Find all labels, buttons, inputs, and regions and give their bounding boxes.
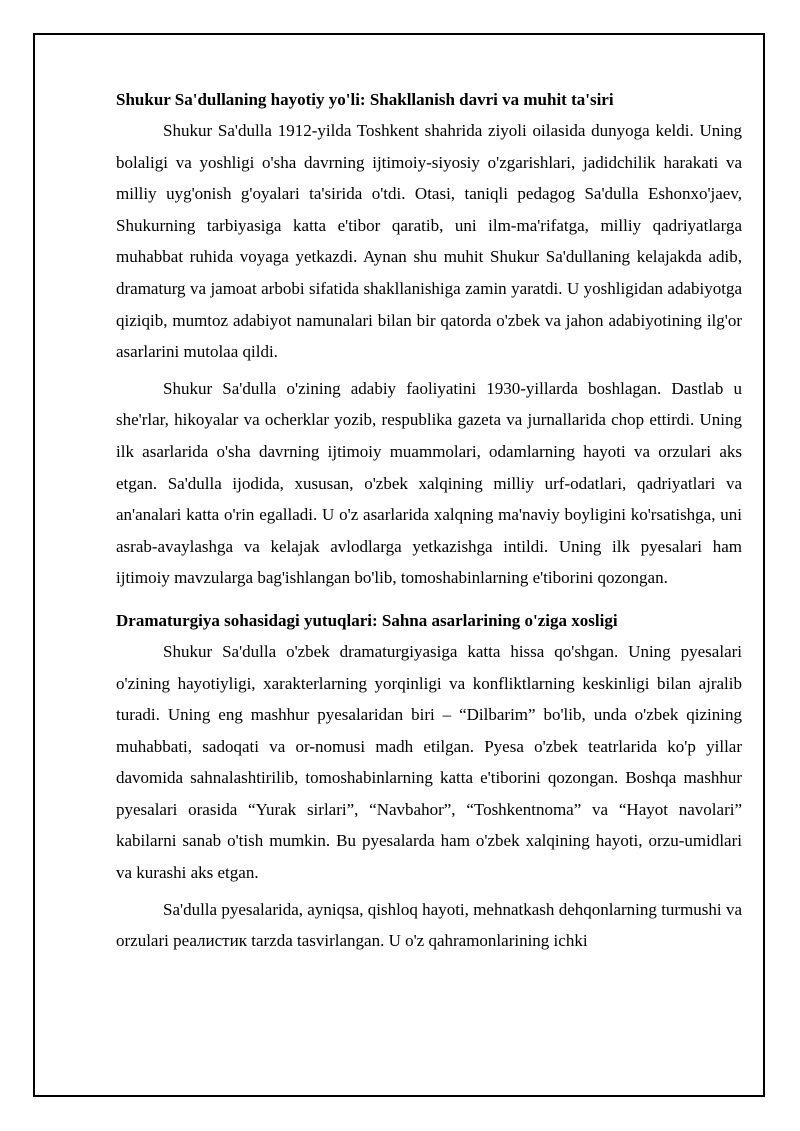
paragraph-village-life: Sa'dulla pyesalarida, ayniqsa, qishloq hayoti, mehnatkash dehqonlarning turmushi va orzulari реалистик tarzda tasvirlangan. U o'z qahramonlarining ichki bbox=[116, 899, 742, 951]
document-body bbox=[116, 85, 742, 957]
paragraph-early-life: Shukur Sa'dulla 1912-yilda Toshkent shahrida ziyoli oilasida dunyoga keldi. Uning bolaligi va yoshligi o'sha davrning ijtimoiy-siyosiy o'zgarishlari, jadidchilik harakati va milliy uyg'onish g'oyalari ta'sirida o'tdi. Otasi, taniqli pedagog Sa'dulla Eshonxo'jaev, Shukurning tarbiyasiga katta e'tibor qaratib, uni ilm-ma'rifatga, milliy qadriyatlarga muhabbat ruhida voyaga yetkazdi. Aynan shu muhit Shukur Sa'dullaning kelajakda adib, dramaturg va jamoat arbobi sifatida shakllanishiga zamin yaratdi. U yoshligidan adabiyotga qiziqib, mumtoz adabiyot namunalari bilan bir qatorda o'zbek va jahon adabiyotining ilg'or asarlarini mutolaa qildi. bbox=[116, 121, 742, 362]
paragraph-literary-career: Shukur Sa'dulla o'zining adabiy faoliyatini 1930-yillarda boshlagan. Dastlab u she'rlar, hikoyalar va ocherklar yozib, respublika gazeta va jurnallarida chop ettirdi. Uning ilk asarlarida o'sha davrning ijtimoiy muammolari, odamlarning hayoti va orzulari aks etgan. Sa'dulla ijodida, xususan, o'zbek xalqining milliy urf-odatlari, qadriyatlari va an'analari katta o'rin egalladi. U o'z asarlarida xalqning ma'naviy boyligini ko'rsatishga, uni asrab-avaylashga va kelajak avlodlarga yetkazishga intildi. Uning ilk pyesalari ham ijtimoiy mavzularga bag'ishlangan bo'lib, tomoshabinlarning e'tiborini qozongan. bbox=[116, 378, 742, 588]
paragraph-plays: Shukur Sa'dulla o'zbek dramaturgiyasiga katta hissa qo'shgan. Uning pyesalari o'zining hayotiyligi, xarakterlarning yorqinligi va konfliktlarning keskinligi bilan ajralib turadi. Uning eng mashhur pyesalaridan biri – “Dilbarim” bo'lib, unda o'zbek qizining muhabbati, sadoqati va or-nomusi madh etilgan. Pyesa o'zbek teatrlarida ko'p yillar davomida sahnalashtirilib, tomoshabinlarning katta e'tiborini qozongan. Boshqa mashhur pyesalari orasida “Yurak sirlari”, “Navbahor”, “Toshkentnoma” va “Hayot navolari” kabilarni sanab o'tish mumkin. Bu pyesalarda ham o'zbek xalqining hayoti, orzu-umidlari va kurashi aks etgan. bbox=[116, 641, 742, 883]
section-heading-life-path: Shukur Sa'dullaning hayotiy yo'li: Shakllanish davri va muhit ta'siri bbox=[116, 90, 614, 109]
section-heading-dramaturgy: Dramaturgiya sohasidagi yutuqlari: Sahna asarlarining o'ziga xosligi bbox=[116, 610, 618, 630]
